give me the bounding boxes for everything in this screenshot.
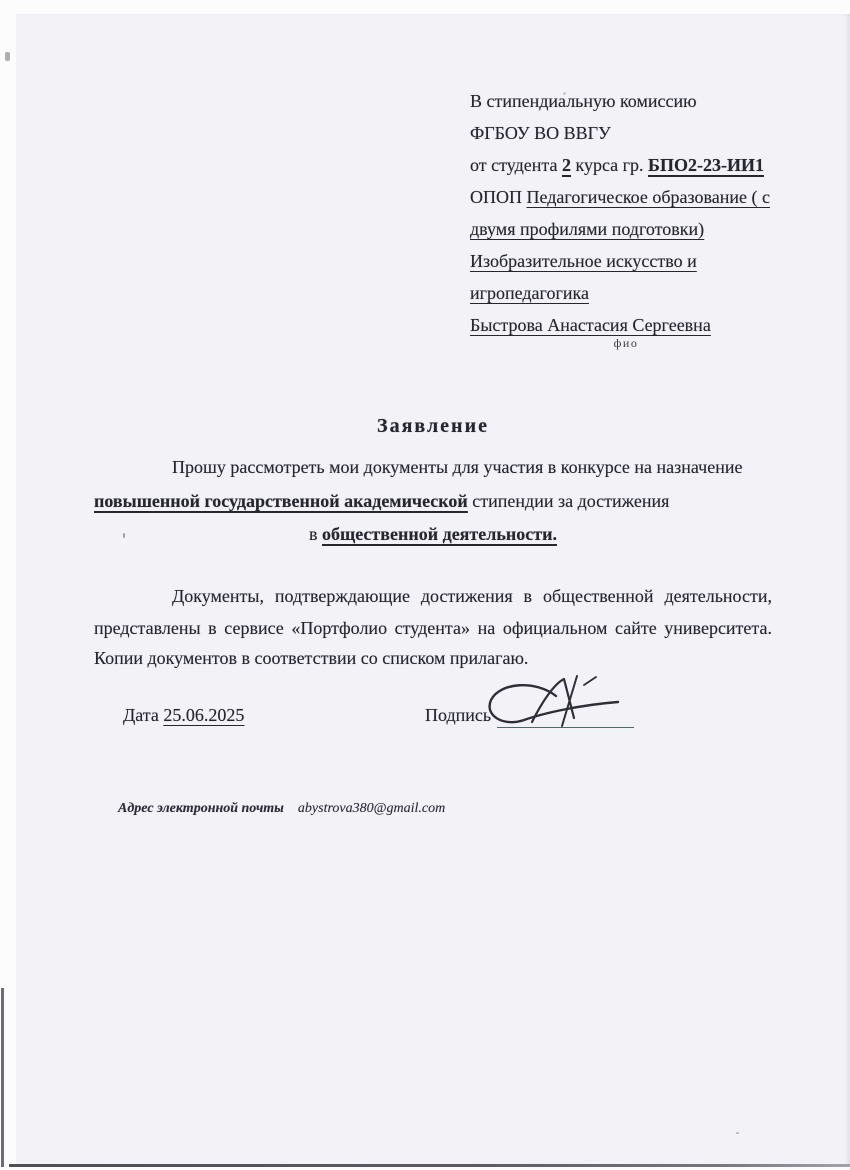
body-line-3: Копии документов в соответствии со списком прилагаю.	[94, 648, 529, 668]
date-value: 25.06.2025	[163, 705, 245, 725]
profile-line-1	[470, 248, 830, 274]
request-line-2	[94, 488, 772, 514]
body-line-2: представлены в сервисе «Портфолио студента» на официальном сайте университета.	[94, 618, 772, 638]
course-number: 2	[561, 155, 571, 175]
profile-value-2: игропедагогика	[470, 283, 589, 303]
scan-artifact-left-edge	[1, 988, 4, 1167]
body-line-1: Документы, подтверждающие достижения в общественной деятельности,	[172, 586, 772, 606]
signature-label: Подпись	[425, 705, 492, 725]
scan-artifact-bottom-edge	[9, 1164, 850, 1167]
opop-line-1	[470, 184, 830, 210]
opop-value-1: Педагогическое образование ( с	[526, 187, 771, 207]
from-prefix: от студента	[470, 155, 558, 175]
request-line-3	[94, 521, 772, 547]
document-title: Заявление	[377, 415, 489, 437]
scholarship-type-emphasis: повышенной государственной академической	[94, 491, 468, 511]
opop-value-2: двумя профилями подготовки)	[470, 219, 705, 239]
recipient-university-line: ФГБОУ ВО ВВГУ	[470, 123, 611, 143]
request-line-2-rest: стипендии за достижения	[472, 491, 670, 511]
request-line-1: Прошу рассмотреть мои документы для участия в конкурсе на назначение	[172, 457, 743, 477]
scan-artifact-mark	[5, 52, 10, 61]
date-label: Дата	[123, 705, 159, 725]
email-footer	[118, 801, 445, 817]
student-name: Быстрова Анастасия Сергеевна	[470, 315, 711, 335]
profile-value-1: Изобразительное искусство и	[470, 251, 697, 271]
from-middle: курса гр.	[575, 155, 644, 175]
applicant-course-line	[470, 152, 830, 178]
scan-artifact-speck	[736, 1132, 739, 1134]
request-line-3-period: .	[552, 524, 557, 544]
date-line	[123, 702, 244, 728]
email-value: abystrova380@gmail.com	[297, 801, 446, 816]
request-line-3-prefix: в	[309, 524, 318, 544]
activity-type-emphasis: общественной деятельности	[322, 524, 553, 544]
student-name-line	[470, 312, 830, 338]
opop-label: ОПОП	[470, 187, 522, 207]
name-caption: фио	[613, 336, 639, 350]
recipient-commission-line: В стипендиальную комиссию	[470, 91, 697, 111]
email-label: Адрес электронной почты	[118, 801, 284, 816]
handwritten-signature	[478, 672, 648, 734]
opop-line-2	[470, 216, 830, 242]
group-code: БПО2-23-ИИ1	[648, 155, 764, 175]
profile-line-2	[470, 280, 830, 306]
